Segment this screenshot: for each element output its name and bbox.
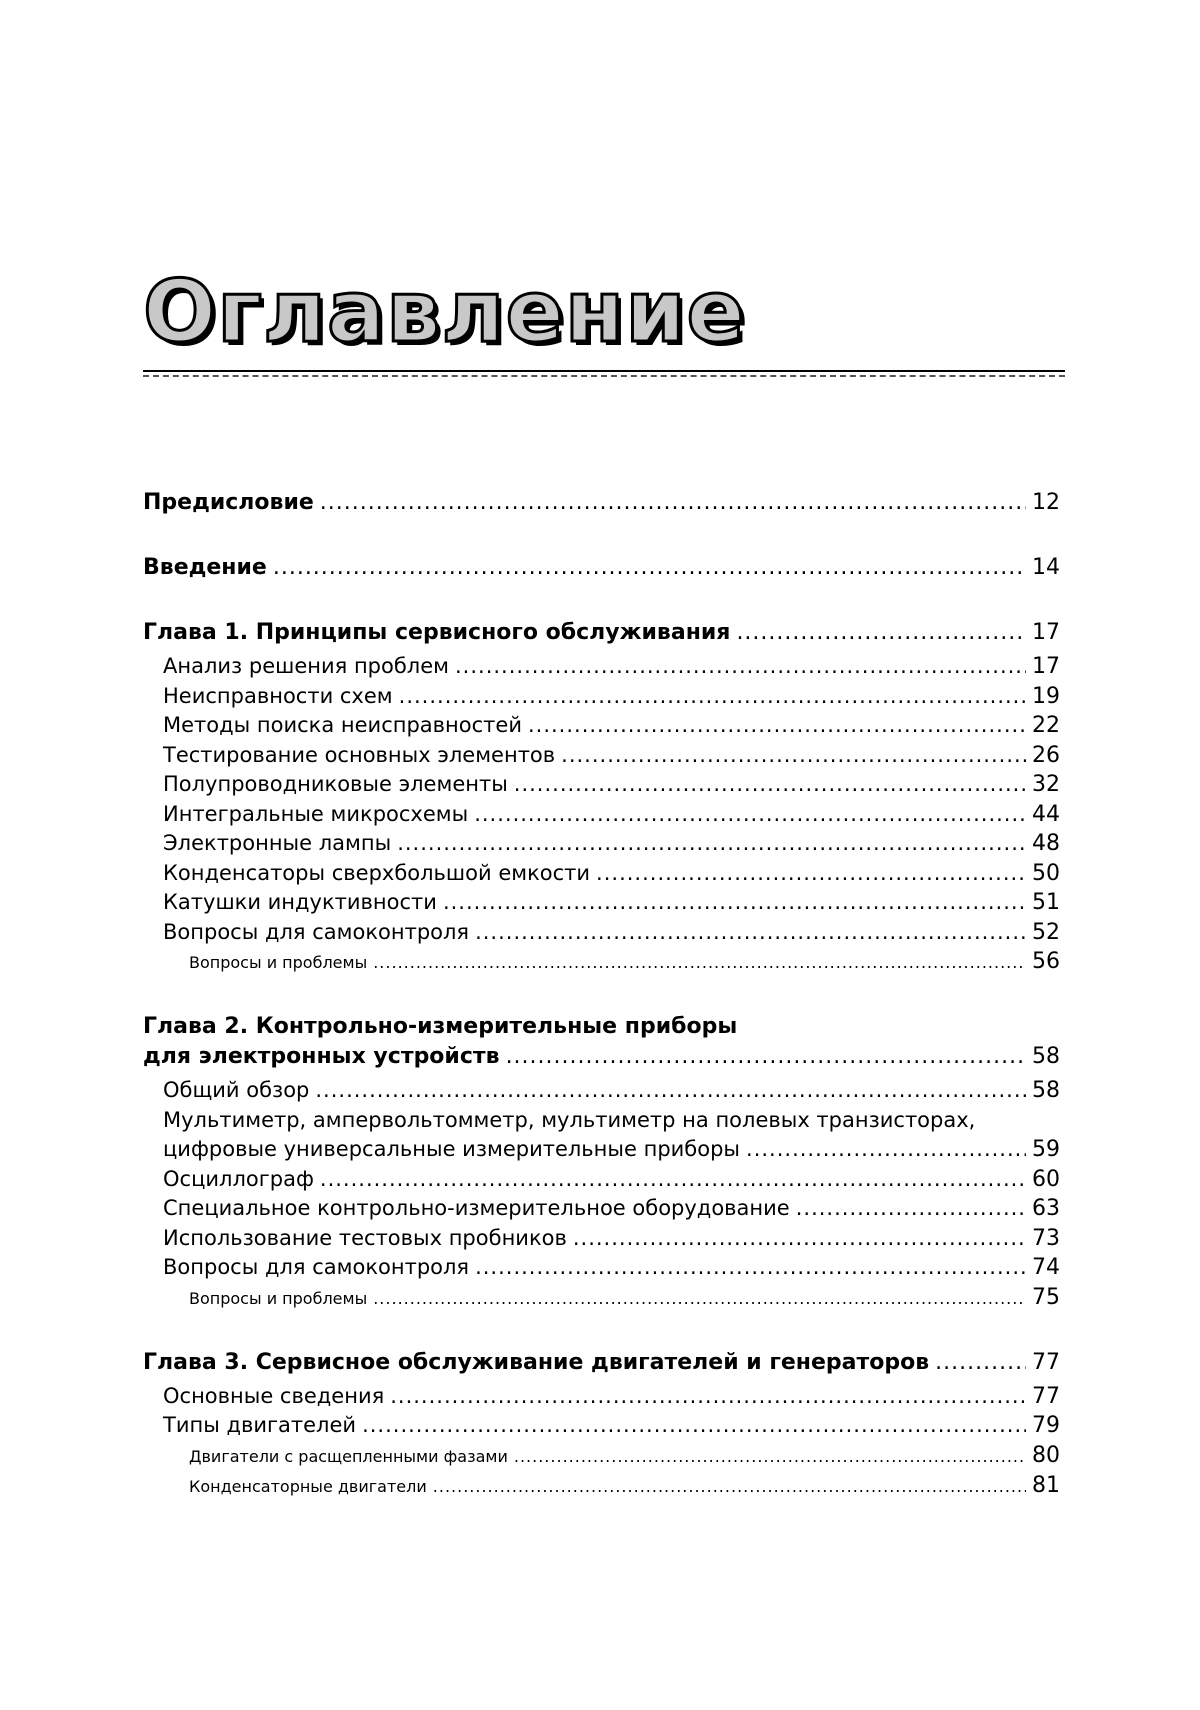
toc-entry-label: цифровые универсальные измерительные приборы: [163, 1137, 741, 1161]
dot-leader: [397, 829, 1026, 859]
toc-entry-label: Методы поиска неисправностей: [163, 713, 522, 737]
toc-entry-label: Интегральные микросхемы: [163, 801, 469, 826]
toc-entry-label: для электронных устройств: [143, 1044, 500, 1069]
dot-leader: [475, 1253, 1026, 1283]
dot-leader: [362, 1411, 1026, 1441]
dot-leader: [443, 888, 1026, 918]
toc-entry-chapter-2[interactable]: [143, 1042, 1060, 1072]
toc-entry-label: Предисловие: [143, 490, 314, 515]
toc-page-number: 44: [1032, 801, 1060, 827]
toc-entry-ch1-circuit-faults[interactable]: [143, 682, 1060, 712]
dot-leader: [273, 553, 1026, 583]
toc-page-number: 59: [1032, 1137, 1060, 1162]
toc-page-number: 51: [1032, 890, 1060, 915]
toc-page-number: 80: [1032, 1442, 1060, 1468]
toc-entry-label: Осциллограф: [163, 1166, 314, 1191]
toc-entry-ch3-split-phase-motors[interactable]: [143, 1441, 1060, 1471]
dot-leader: [474, 800, 1026, 830]
dot-leader: [528, 711, 1026, 741]
toc-entry-label: Глава 3. Сервисное обслуживание двигателей и генераторов: [143, 1349, 930, 1375]
toc-page-number: 52: [1032, 919, 1060, 945]
toc-entry-chapter-2-line-1[interactable]: Глава 2. Контрольно-измерительные приборы: [143, 1014, 738, 1039]
toc-page-number: 56: [1032, 949, 1060, 974]
dot-leader: [320, 488, 1026, 518]
toc-page-number: 12: [1032, 490, 1060, 515]
dot-leader: [935, 1348, 1026, 1378]
toc-page-number: 75: [1032, 1284, 1060, 1310]
toc-page-number: 26: [1032, 742, 1060, 768]
dot-leader: [399, 682, 1026, 712]
toc-page-number: 77: [1032, 1383, 1060, 1409]
toc-entry-label: Вопросы и проблемы: [189, 1288, 368, 1308]
title-rule-dashed: [143, 375, 1065, 377]
toc-page-number: 60: [1032, 1166, 1060, 1192]
toc-entry-introduction[interactable]: [143, 553, 1060, 583]
toc-entry-label: Полупроводниковые элементы: [163, 772, 508, 796]
dot-leader: [561, 741, 1026, 771]
toc-entry-label: Тестирование основных элементов: [163, 742, 556, 767]
title-rule: [143, 370, 1065, 380]
toc-entry-ch2-self-check[interactable]: [143, 1253, 1060, 1283]
toc-entry-label: Типы двигателей: [163, 1413, 357, 1437]
toc-page-number: 22: [1032, 713, 1060, 738]
toc-entry-ch1-vacuum-tubes[interactable]: [143, 829, 1060, 859]
toc-page-number: 50: [1032, 860, 1060, 886]
toc-entry-label: Конденсаторы сверхбольшой емкости: [163, 860, 591, 885]
dot-leader: [475, 918, 1026, 948]
dot-leader: [573, 1224, 1026, 1254]
toc-entry-preface[interactable]: [143, 488, 1060, 518]
toc-entry-ch3-capacitor-motors[interactable]: [143, 1471, 1060, 1501]
toc-entry-ch2-oscilloscope[interactable]: [143, 1165, 1060, 1195]
dot-leader: [320, 1165, 1026, 1195]
toc-entry-ch1-inductors[interactable]: [143, 888, 1060, 918]
toc-page-number: 58: [1032, 1078, 1060, 1103]
toc-entry-ch1-troubleshooting-methods[interactable]: [143, 711, 1060, 741]
toc-entry-label: Неисправности схем: [163, 683, 393, 708]
toc-page-number: 17: [1032, 620, 1060, 645]
toc-page-number: 63: [1032, 1196, 1060, 1221]
toc-entry-label: Вопросы и проблемы: [189, 953, 368, 972]
dot-leader: [746, 1135, 1026, 1165]
toc-page-number: 74: [1032, 1255, 1060, 1280]
dot-leader: [455, 652, 1026, 682]
toc-entry-ch3-basics[interactable]: [143, 1382, 1060, 1412]
toc-entry-label: Основные сведения: [163, 1383, 385, 1408]
toc-entry-ch1-integrated-circuits[interactable]: [143, 800, 1060, 830]
dot-leader: [373, 1284, 1026, 1313]
toc-page-number: 14: [1032, 555, 1060, 580]
toc-entry-ch1-testing-elements[interactable]: [143, 741, 1060, 771]
dot-leader: [596, 859, 1026, 889]
toc-entry-label: Катушки индуктивности: [163, 890, 437, 914]
dot-leader: [390, 1382, 1026, 1412]
toc-page-number: 58: [1032, 1044, 1060, 1069]
toc-page-number: 19: [1032, 683, 1060, 709]
toc-page-number: 32: [1032, 772, 1060, 797]
dot-leader: [736, 618, 1026, 648]
dot-leader: [796, 1194, 1026, 1224]
dot-leader: [373, 948, 1026, 977]
toc-entry-label: Вопросы для самоконтроля: [163, 919, 470, 944]
toc-entry-ch3-motor-types[interactable]: [143, 1411, 1060, 1441]
toc-entry-label: Использование тестовых пробников: [163, 1225, 567, 1250]
dot-leader: [514, 1442, 1026, 1471]
toc-page-number: 79: [1032, 1413, 1060, 1438]
toc-entry-ch1-questions-problems[interactable]: [143, 947, 1060, 977]
toc-page-number: 81: [1032, 1472, 1060, 1498]
title-rule-solid: [143, 370, 1065, 372]
dot-leader: [506, 1042, 1026, 1072]
toc-page-number: 73: [1032, 1225, 1060, 1251]
toc-entry-label: Введение: [143, 555, 267, 580]
toc-entry-chapter-3[interactable]: [143, 1348, 1060, 1378]
dot-leader: [514, 770, 1026, 800]
dot-leader: [433, 1472, 1026, 1501]
dot-leader: [315, 1076, 1026, 1106]
toc-entry-label: Конденсаторные двигатели: [189, 1476, 427, 1496]
toc-entry-ch2-overview[interactable]: [143, 1076, 1060, 1106]
toc-entry-chapter-1[interactable]: [143, 618, 1060, 648]
toc-entry-label: Электронные лампы: [163, 831, 392, 855]
toc-entry-ch1-semiconductors[interactable]: [143, 770, 1060, 800]
toc-entry-label: Глава 1. Принципы сервисного обслуживания: [143, 620, 731, 645]
toc-page-number: 48: [1032, 831, 1060, 856]
toc-entry-label: Вопросы для самоконтроля: [163, 1255, 470, 1279]
toc-entry-label: Двигатели с расщепленными фазами: [189, 1446, 508, 1466]
toc-entry-ch2-special-equipment[interactable]: [143, 1194, 1060, 1224]
toc-entry-ch2-test-probes[interactable]: [143, 1224, 1060, 1254]
page-title: Оглавление: [143, 262, 746, 362]
toc-entry-ch2-multimeter[interactable]: [143, 1135, 1060, 1165]
toc-entry-ch2-multimeter-line-1[interactable]: Мультиметр, ампервольтомметр, мультиметр на полевых транзисторах,: [163, 1107, 976, 1132]
toc-page-number: 77: [1032, 1349, 1060, 1375]
toc-page-number: 17: [1032, 654, 1060, 679]
toc-entry-label: Специальное контрольно-измерительное оборудование: [163, 1196, 790, 1220]
table-of-contents: [143, 488, 1060, 1501]
toc-entry-ch2-questions-problems[interactable]: [143, 1283, 1060, 1313]
toc-entry-label: Анализ решения проблем: [163, 654, 449, 678]
toc-entry-label: Общий обзор: [163, 1078, 310, 1102]
toc-entry-ch1-problem-analysis[interactable]: [143, 652, 1060, 682]
toc-entry-ch1-supercapacitors[interactable]: [143, 859, 1060, 889]
toc-entry-ch1-self-check[interactable]: [143, 918, 1060, 948]
